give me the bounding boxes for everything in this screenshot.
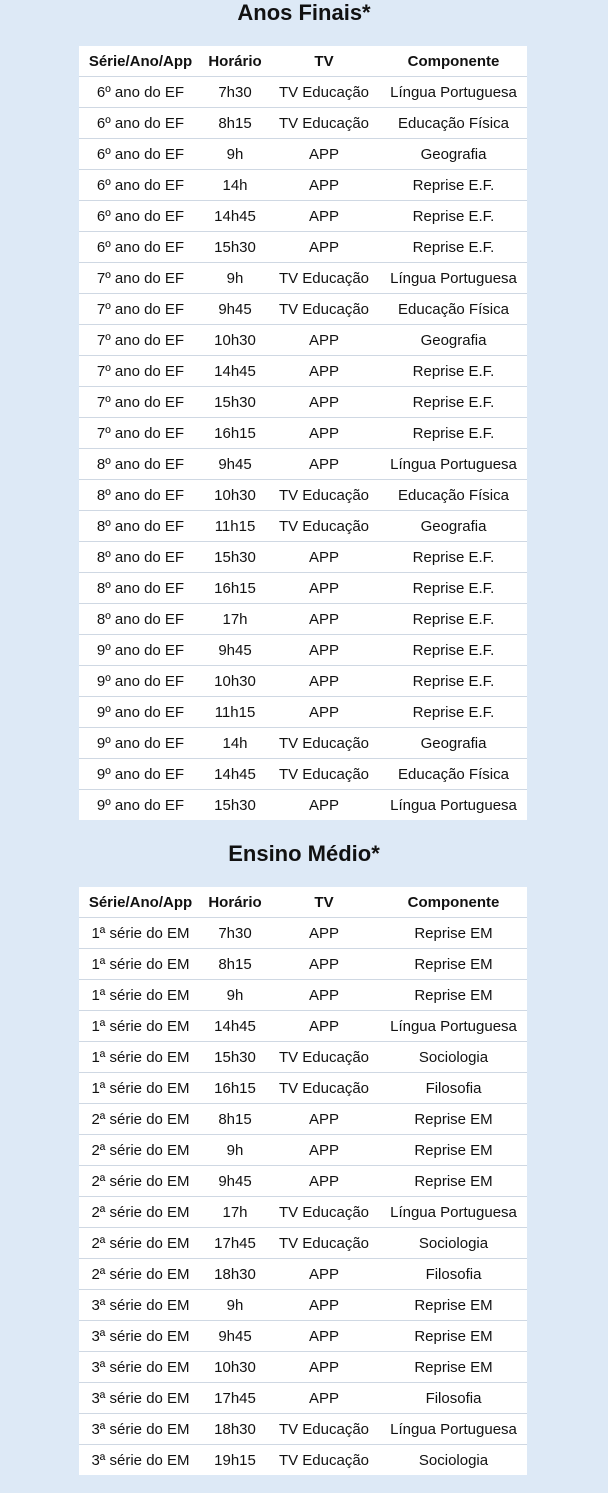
cell-serie: 3ª série do EM [79, 1383, 202, 1414]
cell-componente: Reprise EM [380, 1166, 527, 1197]
cell-componente: Sociologia [380, 1042, 527, 1073]
cell-componente: Língua Portuguesa [380, 263, 527, 294]
cell-componente: Língua Portuguesa [390, 796, 517, 814]
cell-horario: 16h15 [202, 1073, 268, 1104]
cell-tv: TV Educação [268, 294, 380, 325]
cell-tv: TV Educação [268, 1042, 380, 1073]
cell-tv: TV Educação [268, 728, 380, 759]
cell-serie: 9º ano do EF [96, 796, 185, 814]
table-row [79, 1166, 527, 1197]
table-row [79, 542, 527, 573]
table-row [79, 1414, 527, 1445]
table-row [79, 635, 527, 666]
table-row [79, 294, 527, 325]
cell-horario: 9h45 [202, 294, 268, 325]
table-row [79, 1445, 527, 1475]
table-row [79, 1042, 527, 1073]
cell-tv: APP [268, 1383, 380, 1414]
table-row [79, 1197, 527, 1228]
cell-serie: 8º ano do EF [79, 573, 202, 604]
cell-serie: 1ª série do EM [79, 1073, 202, 1104]
cell-serie: 9º ano do EF [79, 635, 202, 666]
cell-tv: TV Educação [268, 511, 380, 542]
cell-serie: 1ª série do EM [79, 949, 202, 980]
table-row [79, 201, 527, 232]
cell-componente: Sociologia [418, 1451, 489, 1469]
cell-serie: 9º ano do EF [79, 666, 202, 697]
cell-tv: TV Educação [268, 108, 380, 139]
table-row [79, 232, 527, 263]
cell-horario: 15h30 [202, 232, 268, 263]
cell-horario: 9h [202, 1290, 268, 1321]
cell-horario: 9h45 [202, 1166, 268, 1197]
cell-horario: 15h30 [202, 387, 268, 418]
cell-componente: Reprise E.F. [380, 604, 527, 635]
cell-horario: 10h30 [202, 325, 268, 356]
cell-componente: Reprise E.F. [380, 697, 527, 728]
column-header-serie: Série/Ano/App [79, 887, 202, 918]
cell-horario: 8h15 [202, 108, 268, 139]
cell-tv: APP [268, 449, 380, 480]
cell-horario: 15h30 [214, 796, 256, 814]
table-row [79, 1135, 527, 1166]
table-row [79, 918, 527, 949]
cell-tv: APP [268, 232, 380, 263]
table-row [79, 759, 527, 790]
cell-tv: APP [268, 1352, 380, 1383]
cell-componente: Reprise E.F. [380, 542, 527, 573]
table-row [79, 1321, 527, 1352]
cell-horario: 15h30 [202, 1042, 268, 1073]
cell-componente: Reprise EM [380, 949, 527, 980]
cell-serie: 2ª série do EM [79, 1166, 202, 1197]
cell-tv: APP [268, 949, 380, 980]
cell-serie: 8º ano do EF [79, 449, 202, 480]
table-row [79, 449, 527, 480]
table-row [79, 387, 527, 418]
cell-tv: APP [268, 1011, 380, 1042]
cell-componente: Reprise EM [380, 1352, 527, 1383]
cell-serie: 6º ano do EF [79, 77, 202, 108]
table-row [79, 666, 527, 697]
schedule-table-anos-finais [79, 46, 527, 820]
table-row [79, 108, 527, 139]
cell-horario: 14h45 [202, 1011, 268, 1042]
cell-horario: 9h [202, 980, 268, 1011]
cell-horario: 16h15 [202, 418, 268, 449]
cell-componente: Reprise EM [380, 1321, 527, 1352]
cell-componente: Geografia [380, 728, 527, 759]
cell-componente: Educação Física [380, 759, 527, 790]
cell-componente: Geografia [380, 511, 527, 542]
cell-tv: APP [268, 604, 380, 635]
cell-componente: Reprise E.F. [380, 356, 527, 387]
cell-horario: 9h45 [202, 449, 268, 480]
cell-horario: 10h30 [202, 666, 268, 697]
cell-serie: 7º ano do EF [79, 263, 202, 294]
cell-tv: TV Educação [268, 1197, 380, 1228]
cell-serie: 7º ano do EF [79, 387, 202, 418]
cell-tv: APP [268, 418, 380, 449]
cell-horario: 11h15 [202, 511, 268, 542]
table-row [79, 418, 527, 449]
cell-serie: 6º ano do EF [79, 201, 202, 232]
table-row [79, 573, 527, 604]
cell-componente: Reprise EM [380, 1104, 527, 1135]
cell-tv: APP [268, 573, 380, 604]
cell-horario: 15h30 [202, 542, 268, 573]
cell-horario: 14h45 [202, 356, 268, 387]
column-header-tv: TV [268, 887, 380, 918]
table-row [79, 1228, 527, 1259]
cell-tv: TV Educação [268, 759, 380, 790]
table-row [79, 356, 527, 387]
table-row [79, 1011, 527, 1042]
section-title-ensino-medio: Ensino Médio* [228, 841, 380, 866]
cell-serie: 3ª série do EM [79, 1321, 202, 1352]
column-header-componente: Componente [380, 46, 527, 77]
cell-horario: 17h [202, 604, 268, 635]
cell-tv: APP [308, 796, 339, 814]
cell-serie: 7º ano do EF [79, 294, 202, 325]
cell-horario: 17h [202, 1197, 268, 1228]
cell-horario: 14h [202, 170, 268, 201]
table-row [79, 480, 527, 511]
cell-horario: 18h30 [202, 1414, 268, 1445]
cell-serie: 7º ano do EF [79, 418, 202, 449]
cell-componente: Reprise EM [380, 980, 527, 1011]
cell-tv: TV Educação [268, 1414, 380, 1445]
cell-tv: APP [268, 1135, 380, 1166]
schedule-table-ensino-medio [79, 887, 527, 1475]
table-row [79, 604, 527, 635]
table-row [79, 728, 527, 759]
cell-componente: Educação Física [380, 108, 527, 139]
cell-horario: 10h30 [202, 480, 268, 511]
cell-serie: 1ª série do EM [79, 980, 202, 1011]
cell-tv: APP [268, 1259, 380, 1290]
cell-tv: TV Educação [268, 1073, 380, 1104]
cell-tv: TV Educação [268, 480, 380, 511]
cell-componente: Língua Portuguesa [380, 1197, 527, 1228]
cell-horario: 9h45 [202, 1321, 268, 1352]
table-row [79, 1352, 527, 1383]
cell-serie: 9º ano do EF [79, 728, 202, 759]
cell-horario: 17h45 [202, 1383, 268, 1414]
cell-serie: 6º ano do EF [79, 170, 202, 201]
table-row [79, 325, 527, 356]
cell-componente: Reprise EM [380, 1135, 527, 1166]
table-row [79, 170, 527, 201]
cell-tv: APP [268, 1166, 380, 1197]
cell-serie: 2ª série do EM [79, 1228, 202, 1259]
cell-componente: Reprise E.F. [380, 170, 527, 201]
cell-tv: APP [268, 1104, 380, 1135]
cell-horario: 8h15 [202, 1104, 268, 1135]
cell-componente: Reprise E.F. [380, 201, 527, 232]
cell-componente: Educação Física [380, 294, 527, 325]
cell-tv: APP [268, 356, 380, 387]
table-row [79, 139, 527, 170]
cell-tv: APP [268, 980, 380, 1011]
cell-tv: APP [268, 666, 380, 697]
cell-tv: APP [268, 325, 380, 356]
column-header-serie: Série/Ano/App [79, 46, 202, 77]
cell-horario: 14h45 [202, 201, 268, 232]
cell-componente: Reprise E.F. [380, 666, 527, 697]
cell-componente: Sociologia [380, 1228, 527, 1259]
cell-componente: Reprise EM [380, 1290, 527, 1321]
table-row [79, 1290, 527, 1321]
cell-serie: 6º ano do EF [79, 139, 202, 170]
cell-tv: APP [268, 387, 380, 418]
cell-horario: 10h30 [202, 1352, 268, 1383]
cell-tv: APP [268, 542, 380, 573]
cell-tv: APP [268, 918, 380, 949]
cell-serie: 3ª série do EM [79, 1414, 202, 1445]
cell-horario: 9h [202, 263, 268, 294]
table-row [79, 511, 527, 542]
cell-horario: 19h15 [214, 1451, 256, 1469]
table-row [79, 949, 527, 980]
cell-serie: 8º ano do EF [79, 511, 202, 542]
cell-horario: 7h30 [202, 77, 268, 108]
cell-tv: APP [268, 139, 380, 170]
column-header-tv: TV [268, 46, 380, 77]
section-title-anos-finais: Anos Finais* [237, 0, 371, 25]
table-row [79, 790, 527, 820]
cell-tv: APP [268, 697, 380, 728]
cell-horario: 16h15 [202, 573, 268, 604]
cell-componente: Geografia [380, 139, 527, 170]
table-row [79, 1073, 527, 1104]
cell-serie: 1ª série do EM [79, 918, 202, 949]
cell-serie: 9º ano do EF [79, 697, 202, 728]
cell-horario: 17h45 [202, 1228, 268, 1259]
cell-serie: 2ª série do EM [79, 1135, 202, 1166]
cell-horario: 9h [202, 1135, 268, 1166]
cell-horario: 11h15 [202, 697, 268, 728]
cell-horario: 18h30 [202, 1259, 268, 1290]
table-row [79, 697, 527, 728]
cell-tv: APP [268, 1290, 380, 1321]
cell-tv: APP [268, 201, 380, 232]
table-header-row [79, 887, 527, 918]
cell-serie: 8º ano do EF [79, 604, 202, 635]
cell-serie: 8º ano do EF [79, 480, 202, 511]
cell-componente: Filosofia [380, 1073, 527, 1104]
cell-tv: TV Educação [268, 263, 380, 294]
cell-serie: 6º ano do EF [79, 108, 202, 139]
cell-componente: Reprise E.F. [380, 573, 527, 604]
cell-serie: 2ª série do EM [79, 1259, 202, 1290]
cell-horario: 14h45 [202, 759, 268, 790]
cell-serie: 2ª série do EM [79, 1197, 202, 1228]
cell-serie: 3ª série do EM [79, 1352, 202, 1383]
cell-horario: 9h [202, 139, 268, 170]
cell-tv: TV Educação [268, 77, 380, 108]
table-row [79, 1259, 527, 1290]
cell-tv: TV Educação [268, 1228, 380, 1259]
cell-componente: Filosofia [380, 1383, 527, 1414]
column-header-horario: Horário [202, 46, 268, 77]
cell-serie: 6º ano do EF [79, 232, 202, 263]
cell-serie: 2ª série do EM [79, 1104, 202, 1135]
cell-serie: 1ª série do EM [79, 1042, 202, 1073]
table-row [79, 1383, 527, 1414]
cell-serie: 9º ano do EF [79, 759, 202, 790]
cell-serie: 7º ano do EF [79, 356, 202, 387]
cell-componente: Língua Portuguesa [380, 1011, 527, 1042]
cell-componente: Língua Portuguesa [380, 1414, 527, 1445]
cell-componente: Reprise E.F. [380, 635, 527, 666]
table-row [79, 980, 527, 1011]
cell-horario: 9h45 [202, 635, 268, 666]
cell-componente: Educação Física [380, 480, 527, 511]
cell-serie: 1ª série do EM [79, 1011, 202, 1042]
cell-tv: APP [268, 1321, 380, 1352]
column-header-componente: Componente [380, 887, 527, 918]
cell-componente: Filosofia [380, 1259, 527, 1290]
cell-componente: Reprise E.F. [380, 387, 527, 418]
table-row [79, 77, 527, 108]
table-row [79, 263, 527, 294]
cell-serie: 8º ano do EF [79, 542, 202, 573]
cell-componente: Reprise E.F. [380, 418, 527, 449]
cell-componente: Reprise EM [380, 918, 527, 949]
cell-horario: 8h15 [202, 949, 268, 980]
cell-componente: Geografia [380, 325, 527, 356]
cell-horario: 7h30 [202, 918, 268, 949]
cell-componente: Língua Portuguesa [380, 449, 527, 480]
table-header-row [79, 46, 527, 77]
cell-serie: 7º ano do EF [79, 325, 202, 356]
cell-componente: Língua Portuguesa [380, 77, 527, 108]
table-row [79, 1104, 527, 1135]
cell-serie: 3ª série do EM [91, 1451, 190, 1469]
cell-horario: 14h [202, 728, 268, 759]
column-header-horario: Horário [202, 887, 268, 918]
cell-serie: 3ª série do EM [79, 1290, 202, 1321]
cell-tv: TV Educação [278, 1451, 370, 1469]
cell-tv: APP [268, 170, 380, 201]
cell-componente: Reprise E.F. [380, 232, 527, 263]
cell-tv: APP [268, 635, 380, 666]
